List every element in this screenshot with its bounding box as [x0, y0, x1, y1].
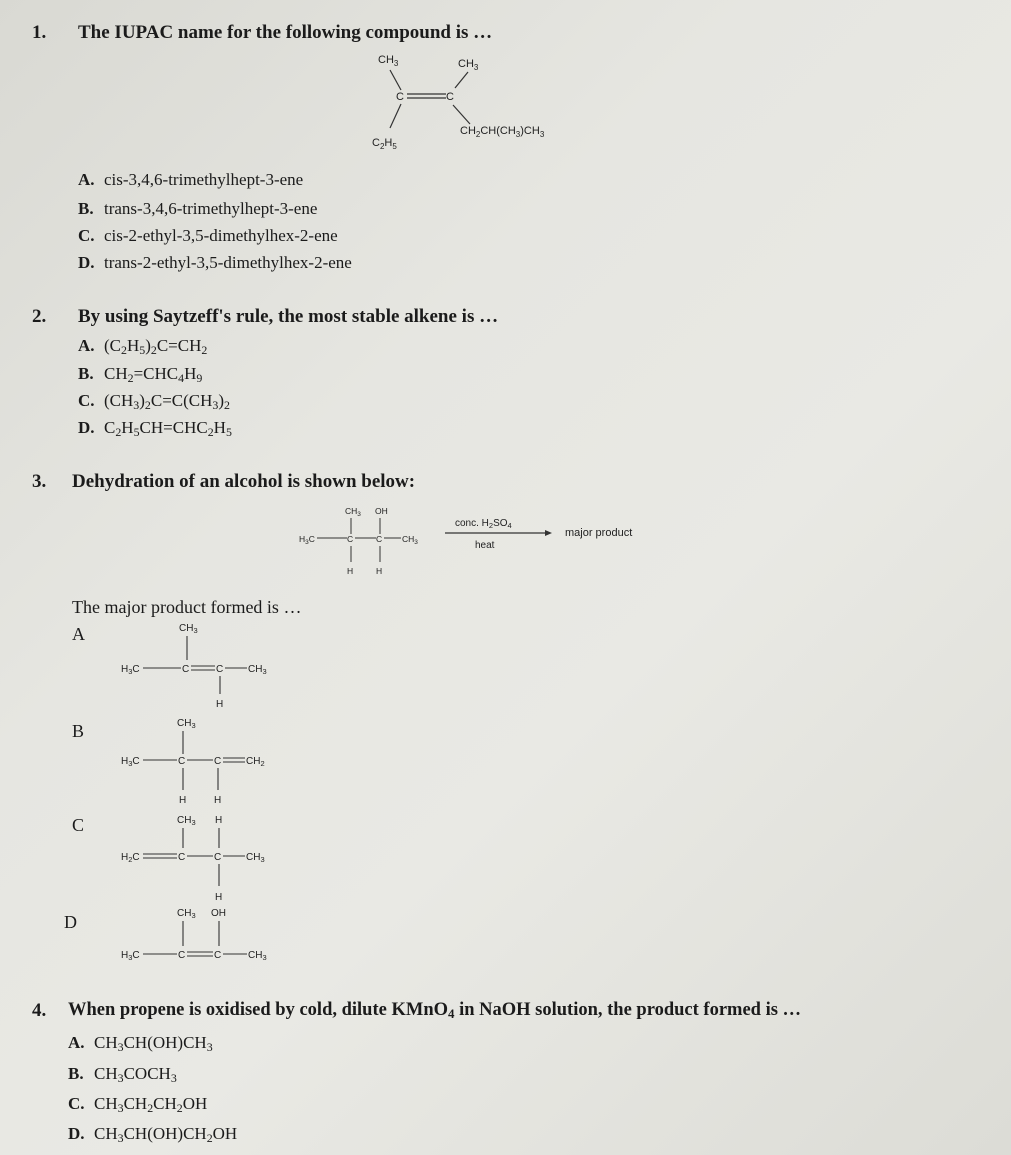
svg-text:CH3: CH3: [402, 534, 418, 546]
svg-text:CH3: CH3: [246, 852, 265, 864]
svg-text:C: C: [178, 950, 186, 961]
svg-text:H3C: H3C: [121, 664, 140, 676]
q3-option-c-letter: C: [72, 815, 85, 835]
q4-option-c: C. $CH_3CH_2CH_2OH$: [68, 1094, 208, 1115]
svg-text:CH3: CH3: [177, 718, 196, 730]
q2-option-b: B. $CH_2=CHC_4H_9$: [78, 364, 203, 385]
svg-text:C: C: [347, 534, 354, 544]
q1-option-b: B. trans-3,4,6-trimethylhept-3-ene: [78, 199, 318, 218]
q1-right-c: C: [446, 91, 454, 103]
q3-prompt: The major product formed is …: [72, 597, 302, 617]
svg-text:C: C: [216, 664, 224, 675]
svg-text:CH3: CH3: [177, 815, 196, 827]
q1-left-c: C: [396, 91, 404, 103]
q2-option-d: D. $C_2H_5CH=CHC_2H_5$: [78, 418, 232, 439]
svg-text:CH3: CH3: [177, 908, 196, 920]
svg-text:C: C: [214, 756, 222, 767]
svg-text:H: H: [376, 566, 383, 576]
q3-option-c-structure: [115, 808, 295, 908]
q2-number: 2.: [32, 306, 47, 327]
q3-product: major product: [565, 527, 633, 539]
svg-text:CH3: CH3: [248, 664, 267, 676]
q3-text: Dehydration of an alcohol is shown below:: [72, 471, 416, 492]
q4-option-a: A. $CH_3CH(OH)CH_3$: [68, 1033, 213, 1054]
q3-option-a-structure: [115, 618, 295, 710]
svg-text:H: H: [214, 795, 222, 806]
svg-text:H: H: [215, 815, 223, 826]
svg-text:C: C: [178, 756, 186, 767]
q1-bottom-left: C2H5: [372, 137, 397, 151]
q2-text: By using Saytzeff's rule, the most stable alkene is …: [78, 306, 499, 327]
q1-option-c: C. cis-2-ethyl-3,5-dimethylhex-2-ene: [78, 226, 338, 245]
q3-reagent-top: conc. H2SO4: [455, 518, 512, 530]
svg-text:H: H: [347, 566, 354, 576]
svg-text:OH: OH: [211, 908, 226, 919]
svg-text:C: C: [376, 534, 383, 544]
q1-number: 1.: [32, 22, 47, 43]
q2-option-c: C. $(CH_3)_2C=C(CH_3)_2$: [78, 391, 230, 412]
q4-number: 4.: [32, 1000, 47, 1021]
svg-text:CH2: CH2: [246, 756, 265, 768]
q3-option-d-letter: D: [64, 912, 77, 932]
q1-text: The IUPAC name for the following compound is …: [78, 22, 493, 43]
q1-top-left: CH3: [378, 54, 399, 68]
svg-text:C: C: [214, 950, 222, 961]
q4-option-d: D. $CH_3CH(OH)CH_2OH$: [68, 1124, 238, 1145]
svg-text:H: H: [179, 795, 187, 806]
svg-text:H3C: H3C: [299, 534, 315, 546]
q1-top-right: CH3: [458, 58, 479, 72]
q1-option-a: A. cis-3,4,6-trimethylhept-3-ene: [78, 170, 304, 189]
q1-option-d: D. trans-2-ethyl-3,5-dimethylhex-2-ene: [78, 253, 352, 272]
svg-text:CH3: CH3: [248, 950, 267, 962]
q3-number: 3.: [32, 471, 47, 492]
q4-text: When propene is oxidised by cold, dilute KMnO$_4$ in NaOH solution, the product formed is …: [68, 1000, 802, 1021]
svg-text:H: H: [215, 892, 223, 903]
svg-text:H2C: H2C: [121, 852, 140, 864]
q2-option-a: A. $(C_2H_5)_2C=CH_2$: [78, 336, 208, 357]
q4-option-b: B. $CH_3COCH_3$: [68, 1064, 177, 1085]
svg-text:C: C: [178, 852, 186, 863]
q3-option-b-structure: [115, 712, 295, 810]
svg-text:CH3: CH3: [345, 506, 361, 518]
svg-text:C: C: [182, 664, 190, 675]
q1-bottom-right: CH2CH(CH3)CH3: [460, 125, 545, 139]
svg-text:H3C: H3C: [121, 756, 140, 768]
q3-option-b-letter: B: [72, 721, 85, 741]
q3-option-a-letter: A: [72, 624, 85, 644]
svg-text:CH3: CH3: [179, 623, 198, 635]
q3-reaction: [295, 502, 655, 580]
svg-text:OH: OH: [375, 506, 388, 516]
svg-text:C: C: [214, 852, 222, 863]
q1-structure: [360, 50, 600, 160]
svg-text:H: H: [216, 699, 224, 710]
q3-reagent-bottom: heat: [475, 540, 495, 551]
q3-option-d-structure: [115, 902, 295, 972]
svg-text:H3C: H3C: [121, 950, 140, 962]
